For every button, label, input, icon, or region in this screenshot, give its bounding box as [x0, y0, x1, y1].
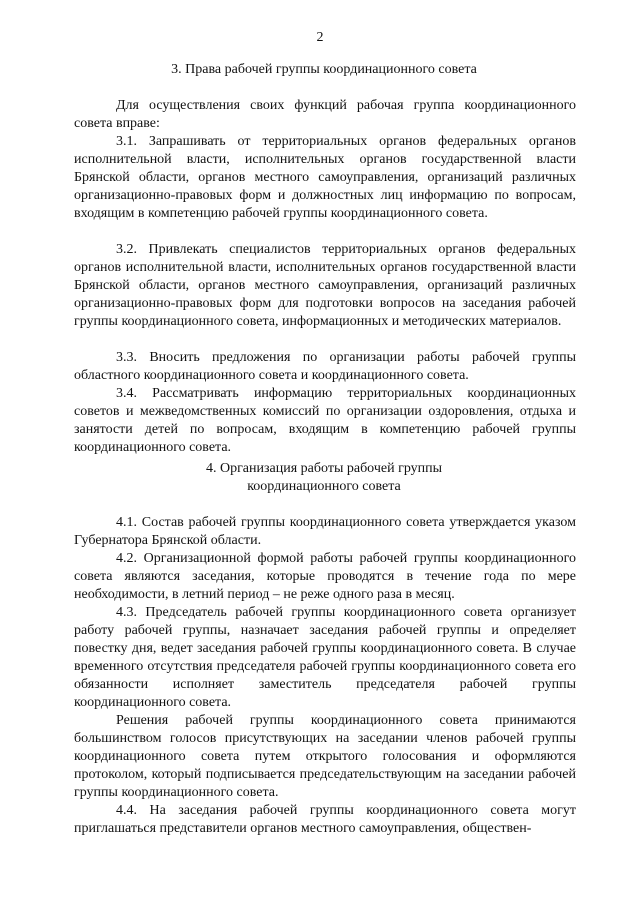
page-number: 2 [316, 30, 324, 45]
section-4-title-line-1: 4. Организация работы рабочей группы [205, 461, 443, 476]
clause-4-3-decisions: Решения рабочей группы координационного совета принимаются большинством голосов присутствующих на заседании членов рабочей группы координационного совета путем открытого голосования и оформляются протоколом, который подписывается председательствующим на заседании рабочей группы координационного совета. [74, 713, 576, 800]
clause-4-1: 4.1. Состав рабочей группы координационного совета утверждается указом Губернатора Брянской области. [74, 515, 576, 548]
clause-4-3: 4.3. Председатель рабочей группы координационного совета организует работу рабочей группы, назначает заседания рабочей группы и определяет повестку дня, ведет заседания рабочей группы координационного совета. В случае временного отсутствия председателя рабочей группы координационного совета его обязанности исполняет заместитель председателя рабочей группы координационного совета. [74, 605, 576, 710]
clause-4-4: 4.4. На заседания рабочей группы координационного совета могут приглашаться представители органов местного самоуправления, обществен- [74, 803, 576, 836]
clause-3-4: 3.4. Рассматривать информацию территориальных координационных советов и межведомственных комиссий по организации оздоровления, отдыха и занятости детей по вопросам, входящим в компетенцию рабочей группы координационного совета. [74, 386, 576, 455]
clause-3-2: 3.2. Привлекать специалистов территориальных органов федеральных органов исполнительной власти, исполнительных органов государственной власти Брянской области, органов местного самоуправления, организаций различных организационно-правовых форм для подготовки вопросов на заседания рабочей группы координационного совета, информационных и методических материалов. [74, 242, 576, 329]
section-4-title-line-2: координационного совета [247, 479, 401, 494]
section-3-intro: Для осуществления своих функций рабочая группа координационного совета вправе: [74, 98, 576, 131]
clause-4-2: 4.2. Организационной формой работы рабочей группы координационного совета являются заседания, которые проводятся в течение года по мере необходимости, в летний период – не реже одного раза в месяц. [74, 551, 576, 602]
clause-3-1: 3.1. Запрашивать от территориальных органов федеральных органов исполнительной власти, исполнительных органов государственной власти Брянской области, органов местного самоуправления, организаций различных организационно-правовых форм и должностных лиц информацию по вопросам, входящим в компетенцию рабочей группы координационного совета. [74, 134, 576, 221]
clause-3-3: 3.3. Вносить предложения по организации работы рабочей группы областного координационного совета и координационного совета. [74, 350, 576, 383]
section-3-title: 3. Права рабочей группы координационного совета [171, 62, 477, 77]
